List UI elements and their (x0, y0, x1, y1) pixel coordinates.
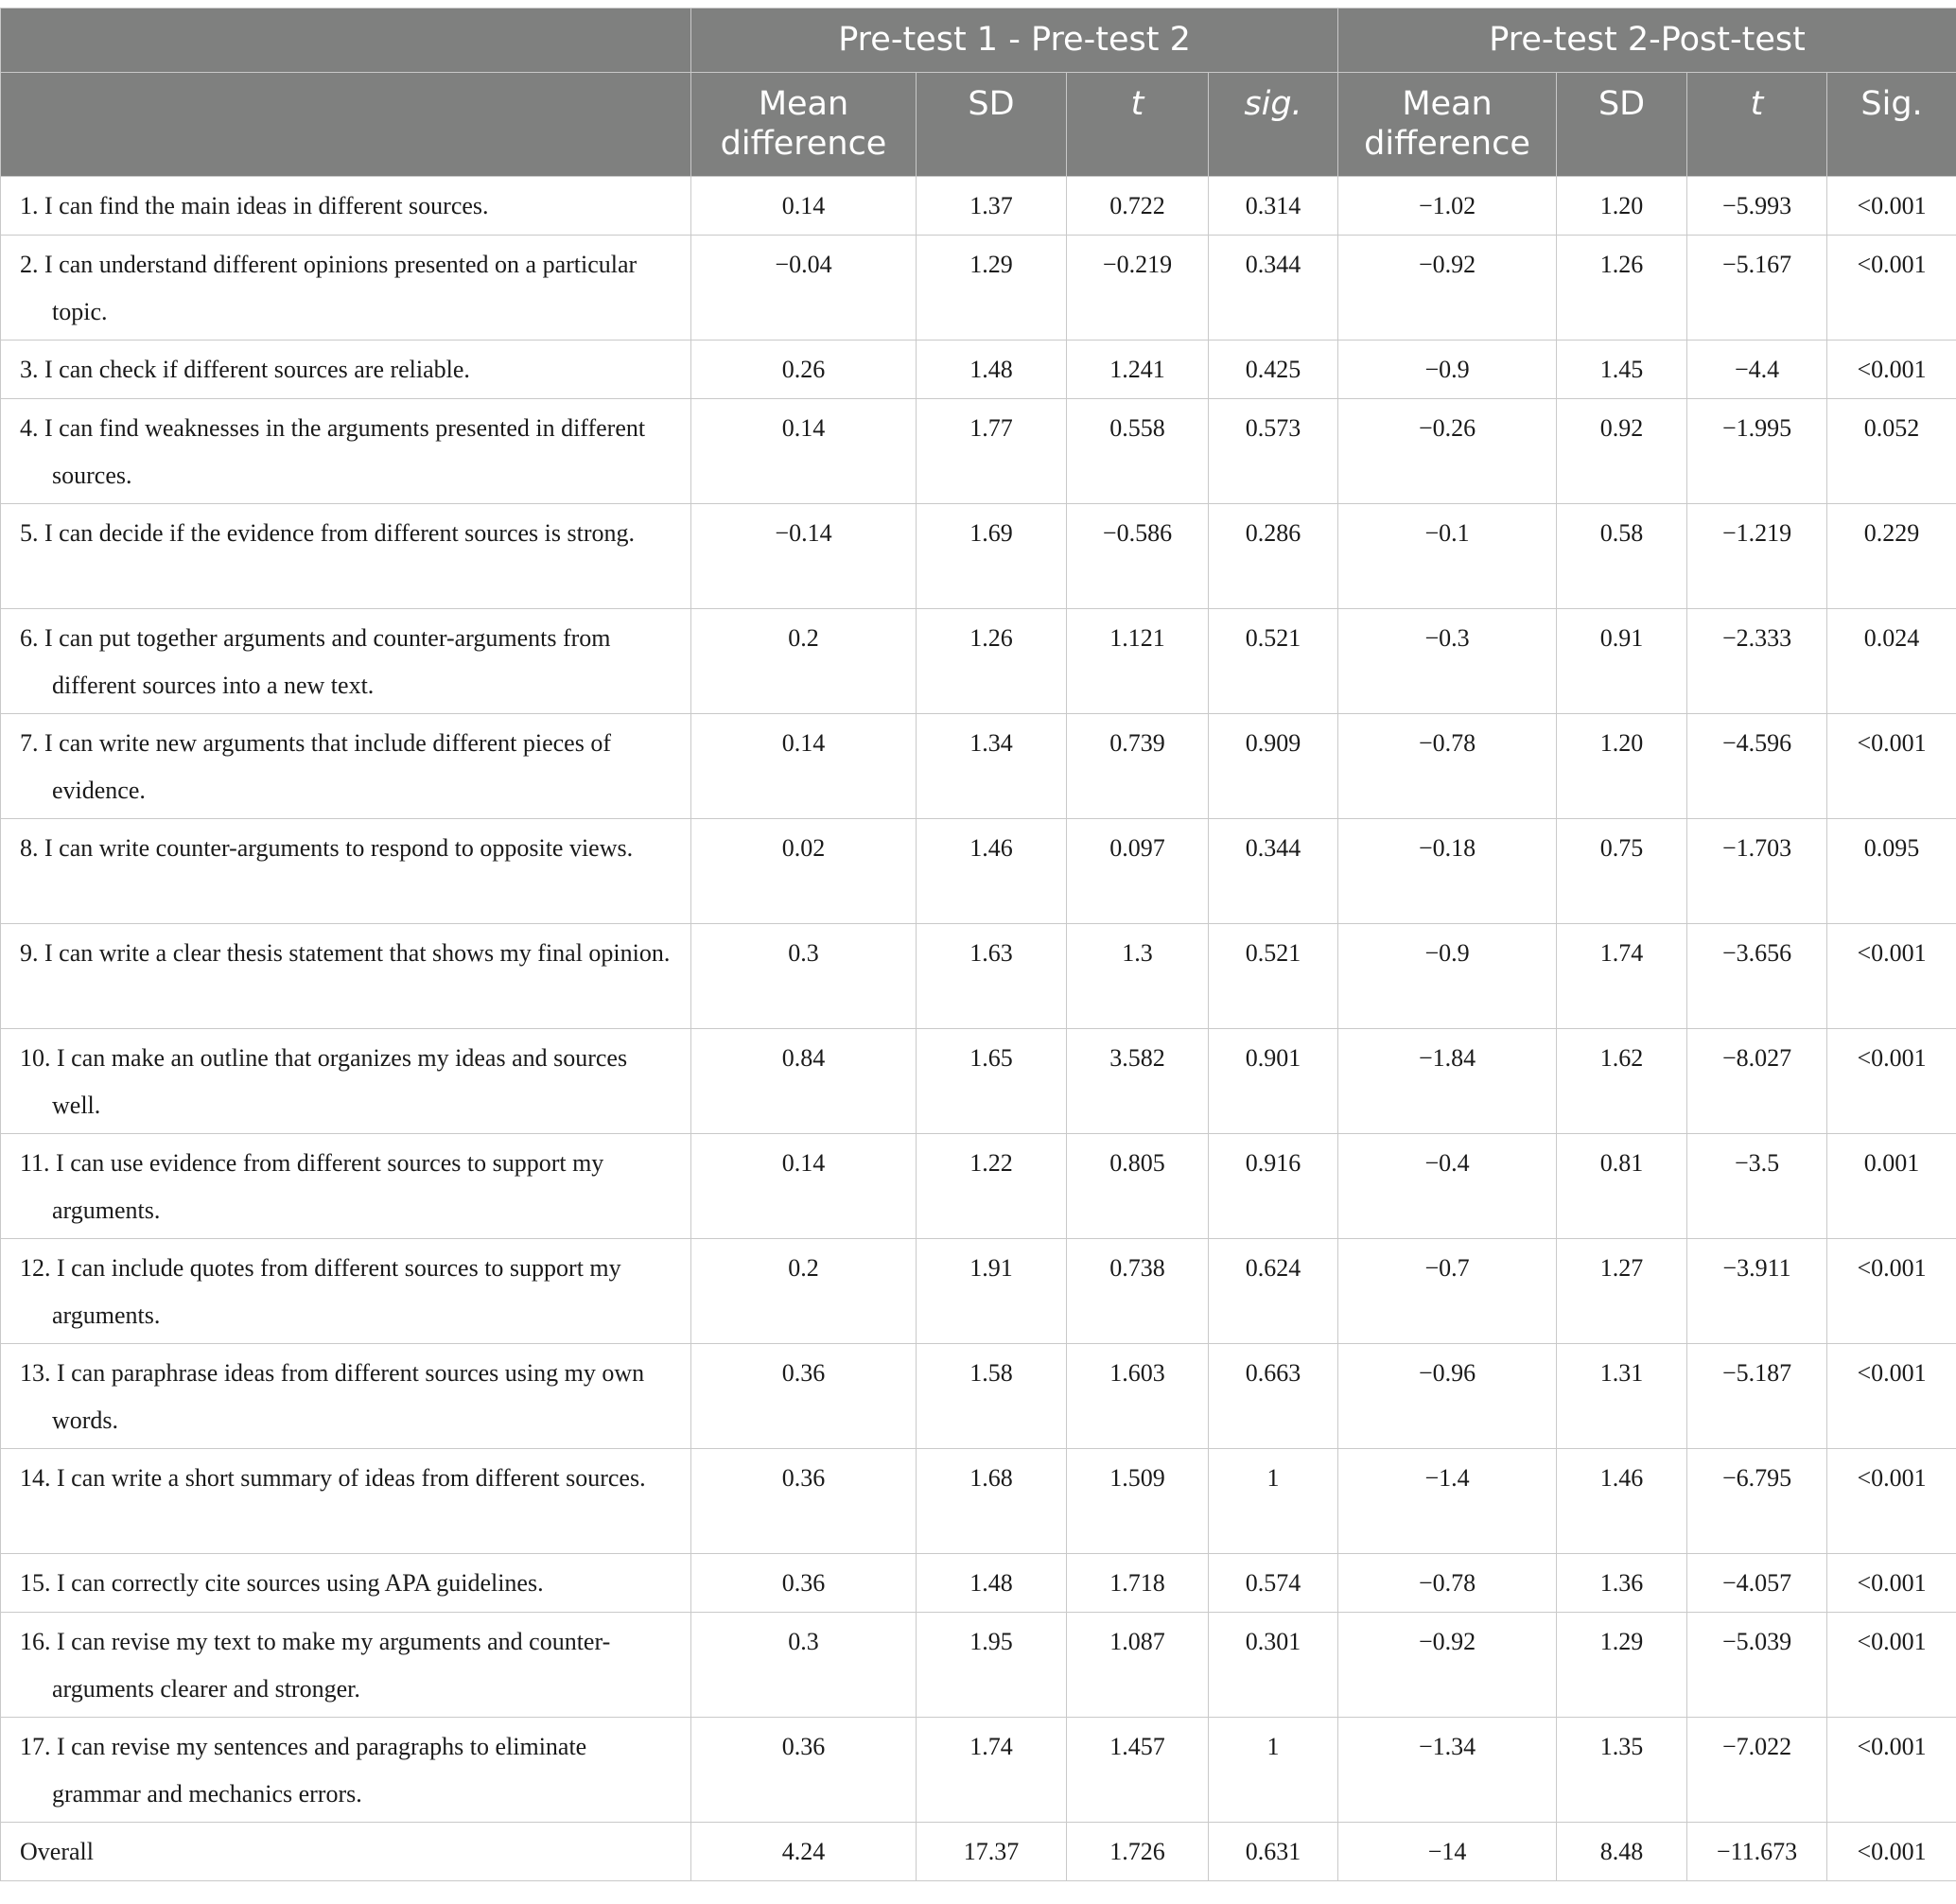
item-cell (1, 399, 691, 504)
cell-t-2: −5.187 (1687, 1344, 1827, 1449)
cell-mean-diff-2: −1.4 (1338, 1449, 1557, 1554)
cell-sd-2: 1.45 (1557, 341, 1687, 399)
cell-mean-diff-1: 0.02 (691, 819, 917, 924)
cell-sig-2: <0.001 (1827, 177, 1956, 236)
item-cell (1, 1554, 691, 1613)
item-text: 14. I can write a short summary of ideas from different sources. (20, 1464, 646, 1492)
cell-t-2: −6.795 (1687, 1449, 1827, 1554)
item-text: 16. I can revise my text to make my arguments and counter-arguments clearer and stronger. (20, 1628, 611, 1703)
item-cell (1, 177, 691, 236)
cell-sig-1: 0.624 (1209, 1239, 1338, 1344)
cell-t-1: 1.509 (1067, 1449, 1209, 1554)
cell-sd-2: 1.27 (1557, 1239, 1687, 1344)
table-row (1, 1718, 1956, 1823)
cell-mean-diff-2: −0.78 (1338, 1554, 1557, 1613)
item-text: 2. I can understand different opinions presented on a particular topic. (20, 251, 637, 325)
table-row (1, 341, 1956, 399)
item-text: 3. I can check if different sources are reliable. (20, 356, 470, 383)
cell-mean-diff-2: −0.1 (1338, 504, 1557, 609)
cell-mean-diff-2: −0.92 (1338, 1613, 1557, 1718)
cell-mean-diff-2: −0.3 (1338, 609, 1557, 714)
cell-mean-diff-1: 0.3 (691, 924, 917, 1029)
cell-sd-1: 1.37 (917, 177, 1067, 236)
item-cell (1, 1344, 691, 1449)
cell-sd-1: 1.26 (917, 609, 1067, 714)
col-header-mean-diff-1: Mean difference (691, 73, 917, 177)
cell-t-2: −1.219 (1687, 504, 1827, 609)
cell-sd-2: 1.26 (1557, 236, 1687, 341)
cell-sig-1: 0.344 (1209, 236, 1338, 341)
cell-sig-2: <0.001 (1827, 1449, 1956, 1554)
cell-mean-diff-2: −1.02 (1338, 177, 1557, 236)
cell-t-2: −8.027 (1687, 1029, 1827, 1134)
cell-sd-2: 1.36 (1557, 1554, 1687, 1613)
cell-sig-2: 0.001 (1827, 1134, 1956, 1239)
item-text: 8. I can write counter-arguments to respond to opposite views. (20, 834, 634, 862)
col-header-mean-diff-2: Mean difference (1338, 73, 1557, 177)
col-header-t-1: t (1067, 73, 1209, 177)
cell-t-1: 3.582 (1067, 1029, 1209, 1134)
header-empty (1, 9, 691, 73)
cell-sd-1: 1.58 (917, 1344, 1067, 1449)
cell-sd-2: 0.81 (1557, 1134, 1687, 1239)
table-row (1, 1449, 1956, 1554)
cell-sig-2: <0.001 (1827, 1239, 1956, 1344)
item-text: 17. I can revise my sentences and paragraphs to eliminate grammar and mechanics errors. (20, 1733, 587, 1808)
item-cell (1, 924, 691, 1029)
table-row (1, 714, 1956, 819)
cell-t-1: 0.722 (1067, 177, 1209, 236)
cell-t-2: −5.167 (1687, 236, 1827, 341)
item-cell (1, 1239, 691, 1344)
item-text: Overall (20, 1838, 94, 1865)
cell-mean-diff-1: 0.36 (691, 1718, 917, 1823)
cell-sig-1: 0.521 (1209, 924, 1338, 1029)
table-row (1, 399, 1956, 504)
cell-sd-2: 1.74 (1557, 924, 1687, 1029)
cell-t-2: −4.596 (1687, 714, 1827, 819)
col-header-sig-2: Sig. (1827, 73, 1956, 177)
cell-sd-1: 1.34 (917, 714, 1067, 819)
cell-mean-diff-1: 0.2 (691, 609, 917, 714)
cell-t-1: 1.726 (1067, 1823, 1209, 1881)
table-row (1, 1554, 1956, 1613)
table-row (1, 236, 1956, 341)
item-cell (1, 1134, 691, 1239)
item-text: 13. I can paraphrase ideas from different sources using my own words. (20, 1359, 645, 1434)
header-row-columns (1, 73, 1956, 177)
cell-t-2: −4.057 (1687, 1554, 1827, 1613)
cell-sig-1: 0.286 (1209, 504, 1338, 609)
item-cell (1, 819, 691, 924)
cell-sd-2: 1.20 (1557, 714, 1687, 819)
item-cell (1, 1449, 691, 1554)
cell-sig-2: <0.001 (1827, 714, 1956, 819)
item-cell (1, 1823, 691, 1881)
item-text: 7. I can write new arguments that include different pieces of evidence. (20, 729, 611, 804)
col-header-sd-2: SD (1557, 73, 1687, 177)
item-text: 9. I can write a clear thesis statement that shows my final opinion. (20, 939, 671, 967)
item-cell (1, 1029, 691, 1134)
cell-sd-1: 1.74 (917, 1718, 1067, 1823)
cell-t-2: −3.5 (1687, 1134, 1827, 1239)
cell-mean-diff-1: 0.3 (691, 1613, 917, 1718)
cell-sig-2: 0.052 (1827, 399, 1956, 504)
cell-mean-diff-1: 0.36 (691, 1554, 917, 1613)
cell-t-2: −1.703 (1687, 819, 1827, 924)
cell-sig-1: 0.663 (1209, 1344, 1338, 1449)
cell-sd-1: 1.77 (917, 399, 1067, 504)
header-row-groups (1, 9, 1956, 73)
cell-sd-1: 1.46 (917, 819, 1067, 924)
col-header-t-2: t (1687, 73, 1827, 177)
cell-t-1: 1.718 (1067, 1554, 1209, 1613)
cell-t-1: 0.558 (1067, 399, 1209, 504)
cell-sd-2: 1.35 (1557, 1718, 1687, 1823)
cell-t-2: −1.995 (1687, 399, 1827, 504)
cell-t-1: 0.738 (1067, 1239, 1209, 1344)
table-row (1, 819, 1956, 924)
cell-t-1: 1.241 (1067, 341, 1209, 399)
cell-sig-1: 0.314 (1209, 177, 1338, 236)
item-cell (1, 1718, 691, 1823)
item-cell (1, 1613, 691, 1718)
cell-sd-2: 1.29 (1557, 1613, 1687, 1718)
cell-sig-1: 0.573 (1209, 399, 1338, 504)
group-header-pretest1-pretest2: Pre-test 1 - Pre-test 2 (691, 9, 1338, 73)
item-cell (1, 714, 691, 819)
cell-mean-diff-1: 0.26 (691, 341, 917, 399)
cell-sig-1: 0.344 (1209, 819, 1338, 924)
cell-mean-diff-1: 0.36 (691, 1449, 917, 1554)
cell-sig-1: 0.425 (1209, 341, 1338, 399)
cell-sd-1: 1.95 (917, 1613, 1067, 1718)
cell-t-2: −3.656 (1687, 924, 1827, 1029)
cell-t-1: −0.586 (1067, 504, 1209, 609)
item-text: 1. I can find the main ideas in different sources. (20, 192, 489, 219)
cell-t-2: −11.673 (1687, 1823, 1827, 1881)
cell-sd-2: 1.31 (1557, 1344, 1687, 1449)
item-text: 10. I can make an outline that organizes my ideas and sources well. (20, 1044, 628, 1119)
cell-t-2: −5.993 (1687, 177, 1827, 236)
cell-t-2: −7.022 (1687, 1718, 1827, 1823)
cell-mean-diff-1: 0.84 (691, 1029, 917, 1134)
cell-mean-diff-2: −0.96 (1338, 1344, 1557, 1449)
item-text: 11. I can use evidence from different sources to support my arguments. (20, 1149, 604, 1224)
cell-sig-1: 0.909 (1209, 714, 1338, 819)
table-row (1, 177, 1956, 236)
cell-t-2: −2.333 (1687, 609, 1827, 714)
cell-mean-diff-2: −0.26 (1338, 399, 1557, 504)
table-row (1, 1239, 1956, 1344)
cell-sig-2: <0.001 (1827, 1613, 1956, 1718)
cell-sig-1: 0.631 (1209, 1823, 1338, 1881)
table-row (1, 1613, 1956, 1718)
cell-sig-2: <0.001 (1827, 924, 1956, 1029)
item-text: 15. I can correctly cite sources using APA guidelines. (20, 1569, 544, 1597)
cell-sd-1: 1.63 (917, 924, 1067, 1029)
item-text: 12. I can include quotes from different sources to support my arguments. (20, 1254, 621, 1329)
cell-sd-2: 1.46 (1557, 1449, 1687, 1554)
cell-sig-2: <0.001 (1827, 1344, 1956, 1449)
cell-t-1: 1.603 (1067, 1344, 1209, 1449)
cell-mean-diff-2: −0.18 (1338, 819, 1557, 924)
table-row (1, 1134, 1956, 1239)
header-empty-item (1, 73, 691, 177)
cell-sig-2: <0.001 (1827, 1823, 1956, 1881)
cell-mean-diff-2: −0.78 (1338, 714, 1557, 819)
cell-sd-1: 1.48 (917, 1554, 1067, 1613)
cell-sd-1: 1.65 (917, 1029, 1067, 1134)
table-row (1, 1823, 1956, 1881)
table-row (1, 924, 1956, 1029)
cell-t-2: −3.911 (1687, 1239, 1827, 1344)
cell-sd-1: 1.91 (917, 1239, 1067, 1344)
item-cell (1, 236, 691, 341)
cell-mean-diff-1: 0.36 (691, 1344, 917, 1449)
cell-sd-1: 1.68 (917, 1449, 1067, 1554)
cell-mean-diff-2: −0.9 (1338, 924, 1557, 1029)
item-text: 6. I can put together arguments and counter-arguments from different sources into a new text. (20, 624, 611, 699)
cell-sd-2: 8.48 (1557, 1823, 1687, 1881)
cell-t-1: 1.087 (1067, 1613, 1209, 1718)
col-header-sig-1: sig. (1209, 73, 1338, 177)
item-cell (1, 341, 691, 399)
cell-t-1: 0.739 (1067, 714, 1209, 819)
table-row (1, 1344, 1956, 1449)
cell-mean-diff-1: 0.14 (691, 399, 917, 504)
cell-sig-1: 1 (1209, 1718, 1338, 1823)
cell-mean-diff-2: −1.84 (1338, 1029, 1557, 1134)
cell-sig-2: <0.001 (1827, 1718, 1956, 1823)
cell-sig-2: 0.229 (1827, 504, 1956, 609)
item-text: 5. I can decide if the evidence from different sources is strong. (20, 519, 635, 547)
cell-t-1: 1.457 (1067, 1718, 1209, 1823)
cell-mean-diff-1: 0.2 (691, 1239, 917, 1344)
cell-sd-1: 1.48 (917, 341, 1067, 399)
cell-sig-1: 0.301 (1209, 1613, 1338, 1718)
cell-mean-diff-1: 4.24 (691, 1823, 917, 1881)
cell-mean-diff-2: −1.34 (1338, 1718, 1557, 1823)
cell-t-1: 1.121 (1067, 609, 1209, 714)
cell-sd-2: 1.62 (1557, 1029, 1687, 1134)
cell-sig-1: 1 (1209, 1449, 1338, 1554)
cell-t-2: −4.4 (1687, 341, 1827, 399)
col-header-sd-1: SD (917, 73, 1067, 177)
cell-mean-diff-2: −0.9 (1338, 341, 1557, 399)
cell-sig-2: <0.001 (1827, 1029, 1956, 1134)
cell-sig-1: 0.521 (1209, 609, 1338, 714)
cell-sig-2: <0.001 (1827, 1554, 1956, 1613)
group-header-pretest2-posttest: Pre-test 2-Post-test (1338, 9, 1956, 73)
cell-mean-diff-2: −0.4 (1338, 1134, 1557, 1239)
cell-sd-2: 0.75 (1557, 819, 1687, 924)
cell-t-2: −5.039 (1687, 1613, 1827, 1718)
cell-t-1: 0.805 (1067, 1134, 1209, 1239)
cell-sig-1: 0.574 (1209, 1554, 1338, 1613)
cell-sd-2: 1.20 (1557, 177, 1687, 236)
cell-sig-2: 0.024 (1827, 609, 1956, 714)
cell-sd-2: 0.58 (1557, 504, 1687, 609)
cell-mean-diff-1: −0.04 (691, 236, 917, 341)
cell-mean-diff-2: −0.7 (1338, 1239, 1557, 1344)
cell-mean-diff-2: −14 (1338, 1823, 1557, 1881)
item-cell (1, 609, 691, 714)
cell-sig-2: 0.095 (1827, 819, 1956, 924)
cell-mean-diff-2: −0.92 (1338, 236, 1557, 341)
cell-mean-diff-1: −0.14 (691, 504, 917, 609)
cell-t-1: 0.097 (1067, 819, 1209, 924)
item-cell (1, 504, 691, 609)
cell-sd-1: 1.22 (917, 1134, 1067, 1239)
item-text: 4. I can find weaknesses in the arguments presented in different sources. (20, 414, 646, 489)
cell-sig-2: <0.001 (1827, 236, 1956, 341)
cell-sd-1: 1.29 (917, 236, 1067, 341)
cell-sig-1: 0.901 (1209, 1029, 1338, 1134)
cell-sig-2: <0.001 (1827, 341, 1956, 399)
cell-mean-diff-1: 0.14 (691, 714, 917, 819)
cell-sd-1: 1.69 (917, 504, 1067, 609)
table-row (1, 504, 1956, 609)
cell-mean-diff-1: 0.14 (691, 177, 917, 236)
cell-mean-diff-1: 0.14 (691, 1134, 917, 1239)
cell-sd-1: 17.37 (917, 1823, 1067, 1881)
cell-t-1: −0.219 (1067, 236, 1209, 341)
table-row (1, 1029, 1956, 1134)
cell-sd-2: 0.92 (1557, 399, 1687, 504)
table-row (1, 609, 1956, 714)
cell-sig-1: 0.916 (1209, 1134, 1338, 1239)
cell-sd-2: 0.91 (1557, 609, 1687, 714)
results-table (0, 8, 1956, 1881)
cell-t-1: 1.3 (1067, 924, 1209, 1029)
